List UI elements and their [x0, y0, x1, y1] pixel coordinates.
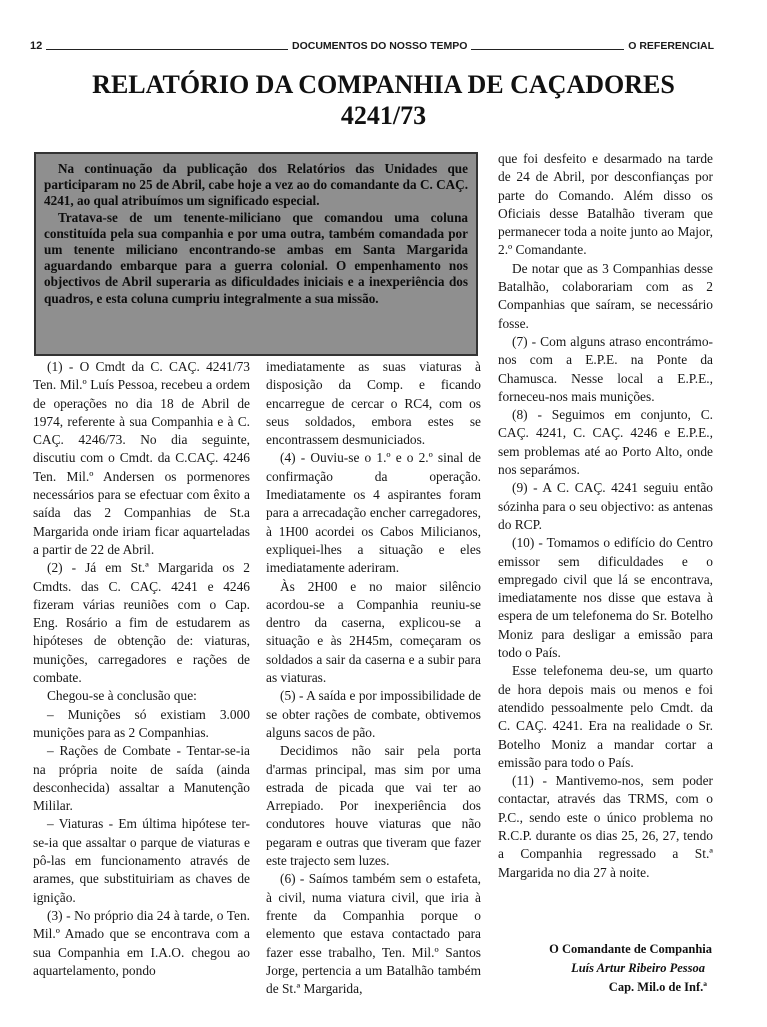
paragraph: (1) - O Cmdt da C. CAÇ. 4241/73 Ten. Mil.º Luís Pessoa, recebeu a ordem de operações no dia 18 de Abril de 1974, referente à sua Companhia e à C. CAÇ. 4246/73. No dia seguinte, discutiu com o Cmdt. da C.CAÇ. 4246 Ten. Mil.º Andersen os pormenores necessários para se efectuar com êxito a saída das 2 Companhias de St.a Margarida onde iriam ficar aquarteladas a partir de 22 de Abril.	[33, 359, 250, 557]
paragraph: (5) - A saída e por impossibilidade de se obter rações de combate, obtivemos alguns sacos de pão.	[266, 688, 481, 740]
signature-role: O Comandante de Companhia	[549, 942, 712, 956]
paragraph: – Viaturas - Em última hipótese ter-se-ia que assaltar o parque de viaturas e pô-las em funcionamento através de arames, que substituiriam as chaves de ignição.	[33, 816, 250, 905]
publication-name: O REFERENCIAL	[624, 40, 714, 52]
paragraph: Às 2H00 e no maior silêncio acordou-se a Companhia reuniu-se dentro da caserna, explicou-se a situação e às 2H45m, começaram os soldados a sair da caserna e a subir para as viaturas.	[266, 578, 481, 686]
paragraph: (10) - Tomamos o edifício do Centro emissor sem dificuldades e o empregado civil que lá se encontrava, imediatamente nos disse que estava à espera de um telefonema do Sr. Botelho Moniz para desligar a emissão para todo o País.	[498, 535, 713, 661]
paragraph: – Munições só existiam 3.000 munições para as 2 Companhias.	[33, 706, 250, 740]
paragraph: Decidimos não sair pela porta d'armas principal, mas sim por uma estrada de picada que vai ter ao Arrepiado. Por inexperiência dos condutores houve viaturas que não pegaram e outras que tiveram que fazer este trajecto sem luzes.	[266, 743, 481, 869]
paragraph: De notar que as 3 Companhias desse Batalhão, colaborariam com as 2 Companhias que saíram, se necessário fosse.	[498, 260, 713, 331]
paragraph: (9) - A C. CAÇ. 4241 seguiu então sózinha para o seu objectivo: as antenas do RCP.	[498, 480, 713, 532]
article-title-number: 4241/73	[340, 101, 427, 130]
paragraph: Esse telefonema deu-se, um quarto de hora depois mais ou menos e foi atendido pessoalmente pelo Cmdt. da C. CAÇ. 4241. Era na realidade o Sr. Botelho Moniz a mandar cortar a emissão para todo o País.	[498, 663, 713, 770]
paragraph: (4) - Ouviu-se o 1.º e o 2.º sinal de confirmação da operação. Imediatamente os 4 aspirantes foram para a arrecadação encher carregadores, à 1H00 acordei os Cabos Milicianos, expliquei-lhes a situação e eles imediatamente aderiram.	[266, 450, 481, 576]
text-column-3	[498, 150, 713, 882]
page-number: 12	[30, 40, 46, 52]
paragraph: (3) - No próprio dia 24 à tarde, o Ten. Mil.º Amado que se encontrava com a sua Companhia em I.A.O. chegou ao aquartelamento, pondo	[33, 907, 250, 978]
paragraph: imediatamente as suas viaturas à disposição da Comp. e ficando encarregue de cercar o RC4, com os seus soldados, embora estes se encontrassem desmuniciados.	[266, 359, 481, 448]
running-header	[30, 40, 714, 56]
section-title: DOCUMENTOS DO NOSSO TEMPO	[288, 40, 471, 52]
text-column-2	[266, 358, 481, 998]
signature-rank: Cap. Mil.o de Inf.ª	[608, 980, 707, 994]
article-title: RELATÓRIO DA COMPANHIA DE CAÇADORES	[92, 70, 675, 99]
paragraph: Chegou-se à conclusão que:	[47, 688, 197, 704]
paragraph: – Rações de Combate - Tentar-se-ia na própria noite de saída (ainda desconhecida) assaltar a Manutenção Mililar.	[33, 743, 250, 814]
paragraph: (8) - Seguimos em conjunto, C. CAÇ. 4241, C. CAÇ. 4246 e E.P.E., sem problemas até ao Porto Alto, onde nos separámos.	[498, 407, 713, 478]
intro-paragraph: Na continuação da publicação dos Relatórios das Unidades que participaram no 25 de Abril, cabe hoje a vez ao do comandante da C. CAÇ. 4241, ao qual atribuímos um significado especial.	[44, 161, 468, 209]
paragraph: (7) - Com alguns atraso encontrámo-nos com a E.P.E. na Ponte da Chamusca. Nesse local a E.P.E., forneceu-nos mais munições.	[498, 333, 713, 404]
paragraph: (11) - Mantivemo-nos, sem poder contactar, através das TRMS, com o P.C., sendo este o único problema no R.C.P. durante os dias 25, 26, 27, tendo a Companhia regressado a St.ª Margarida no dia 27 à noite.	[498, 773, 713, 880]
paragraph: que foi desfeito e desarmado na tarde de 24 de Abril, por desconfianças por parte do Comando. Além disso os Oficiais desse Batalhão tiveram que permanecer toda a noite junto ao Major, 2.º Comandante.	[498, 151, 713, 258]
text-column-1	[33, 358, 250, 980]
intro-paragraph: Tratava-se de um tenente-miliciano que comandou uma coluna constituída pela sua companhia e por uma outra, também comandada por um tenente miliciano encontrando-se ambas em Santa Margarida aguardando embarque para a guerra colonial. O empenhamento nos objectivos de Abril superaria as dificuldades iniciais e a inexperiência dos quadros, e esta coluna cumpriu integralmente a sua missão.	[44, 209, 468, 306]
signature-name: Luís Artur Ribeiro Pessoa	[571, 961, 705, 975]
intro-box	[34, 152, 478, 356]
paragraph: (6) - Saímos também sem o estafeta, à civil, numa viatura civil, que iria à frente da Companhia porque o elemento que estava contactado para fazer esse trabalho, Ten. Mil.º Santos Jorge, pertencia a um Batalhão também de St.ª Margarida,	[266, 871, 481, 997]
paragraph: (2) - Já em St.ª Margarida os 2 Cmdts. das C. CAÇ. 4241 e 4246 fizeram várias reuniões com o Cap. Eng. Rosário a fim de estudarem as hipóteses de obtenção de: viaturas, munições, carregadores e rações de combate.	[33, 560, 250, 686]
